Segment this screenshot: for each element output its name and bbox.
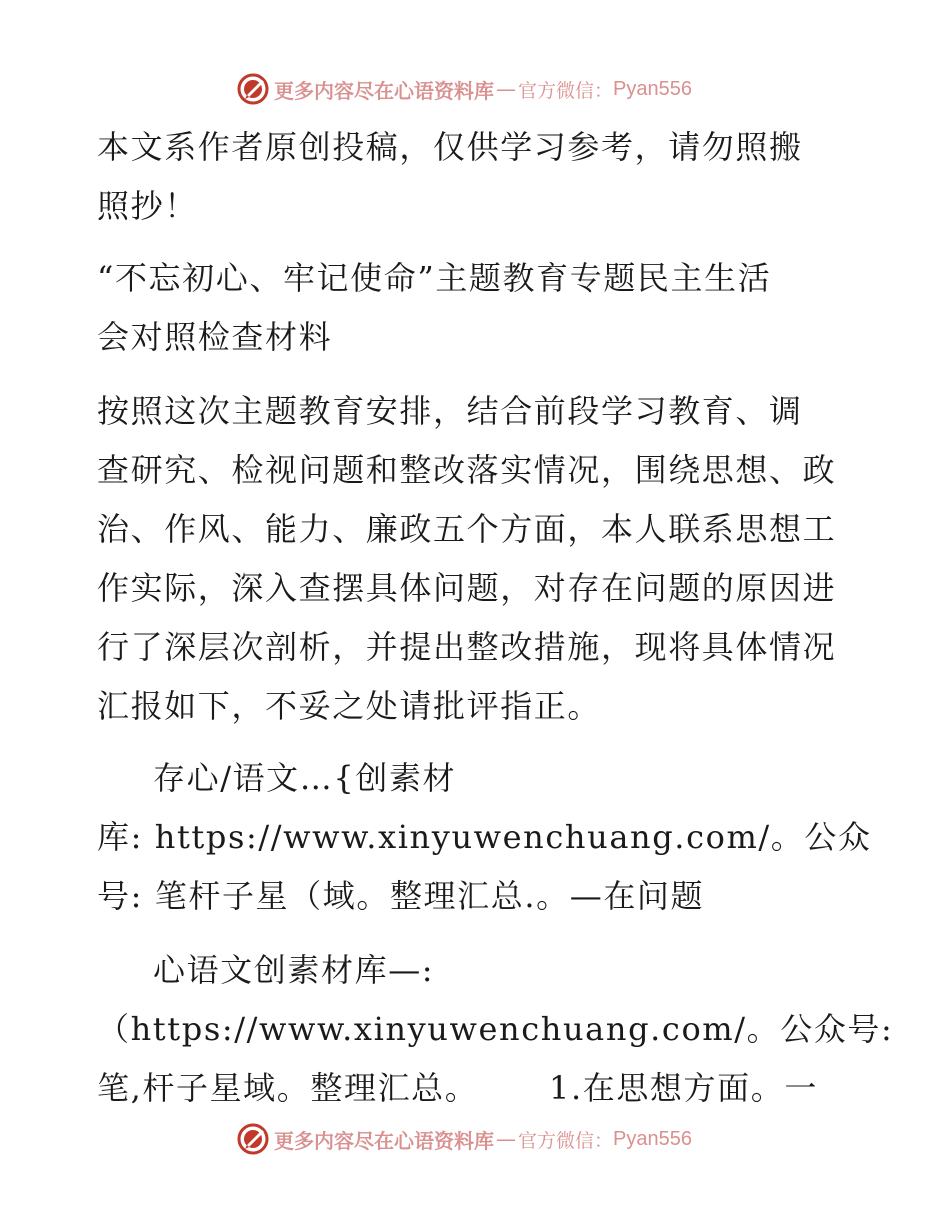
source2-line-1: 心语文创素材库—: <box>153 951 435 989</box>
banner-slogan: 更多内容尽在心语资料库 <box>274 1128 494 1153</box>
source2-line-2: （https://www.xinyuwenchuang.com/。公众号: <box>97 1010 894 1048</box>
title-line-1: “不忘初心、牢记使命”主题教育专题民主生活 <box>97 259 772 297</box>
intro-line-2: 查研究、检视问题和整改落实情况，围绕思想、政 <box>97 451 837 489</box>
banner-dash: — <box>496 1127 516 1151</box>
footer-banner <box>0 1120 950 1160</box>
intro-line-5: 行了深层次剖析，并提出整改措施，现将具体情况 <box>97 628 837 666</box>
source1-line-2: 库: https://www.xinyuwenchuang.com/。公众 <box>97 818 872 856</box>
banner-wechat-id: Pyan556 <box>613 1127 692 1150</box>
intro-line-3: 治、作风、能力、廉政五个方面，本人联系思想工 <box>97 510 837 548</box>
banner-slogan: 更多内容尽在心语资料库 <box>274 78 494 103</box>
banner-official-label: 官方微信： <box>518 1129 614 1152</box>
intro-line-4: 作实际，深入查摆具体问题，对存在问题的原因进 <box>97 569 837 607</box>
banner-official-label: 官方微信： <box>518 79 614 102</box>
notice-line-2: 照抄！ <box>97 187 198 225</box>
source2-line-3: 笔,杆子星域。整理汇总。 1.在思想方面。一 <box>97 1069 818 1107</box>
header-banner <box>0 70 950 110</box>
banner-dash: — <box>496 77 516 101</box>
title-line-2: 会对照检查材料 <box>97 318 333 356</box>
intro-line-1: 按照这次主题教育安排，结合前段学习教育、调 <box>97 392 803 430</box>
pen-logo-icon <box>236 72 270 106</box>
notice-line-1: 本文系作者原创投稿，仅供学习参考，请勿照搬 <box>97 128 803 166</box>
intro-line-6: 汇报如下，不妥之处请批评指正。 <box>97 687 602 725</box>
pen-logo-icon <box>236 1122 270 1156</box>
source1-line-1: 存心/语文…{创素材 <box>153 759 457 797</box>
banner-wechat-id: Pyan556 <box>613 77 692 100</box>
source1-line-3: 号: 笔杆子星（域。整理汇总.。—在问题 <box>97 877 705 915</box>
